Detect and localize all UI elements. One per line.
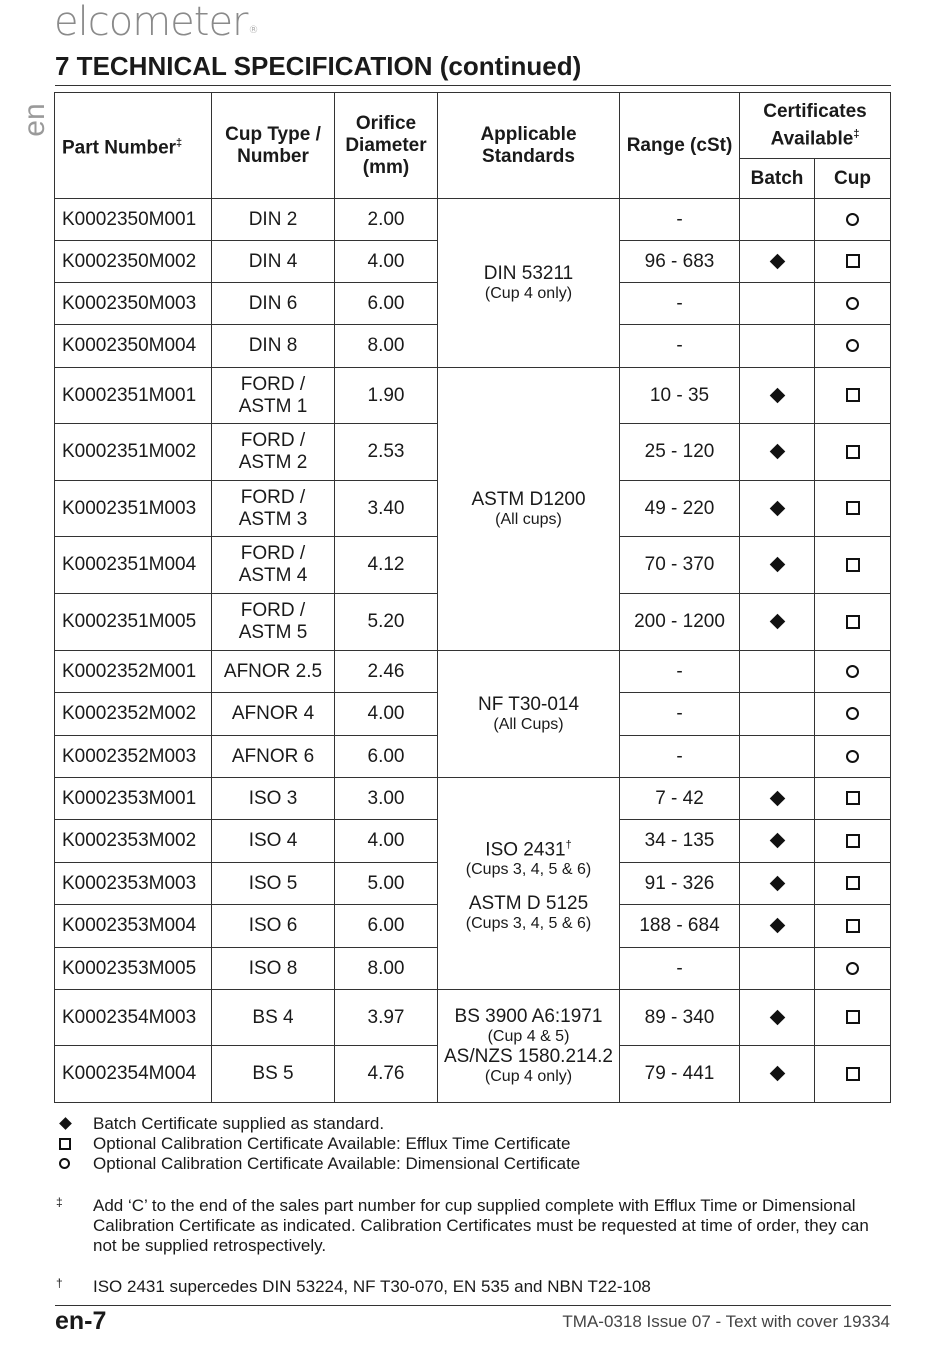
range-cell: - <box>620 693 740 736</box>
part-number-cell: K0002353M005 <box>55 948 212 990</box>
orifice-cell: 4.12 <box>335 537 438 594</box>
cup-type-line: FORD / <box>240 600 306 621</box>
diamond-icon <box>769 791 785 807</box>
page-title: 7 TECHNICAL SPECIFICATION (continued) <box>55 51 582 81</box>
part-number-cell: K0002350M004 <box>55 325 212 368</box>
batch-cert-cell <box>740 651 815 693</box>
header-cup-type: Cup Type / Number <box>212 93 335 199</box>
cup-type-line: ASTM 4 <box>238 565 308 586</box>
part-number-cell: K0002352M001 <box>55 651 212 693</box>
square-icon <box>846 388 860 402</box>
standard-note: (Cup 4 only) <box>484 285 573 302</box>
orifice-cell: 4.00 <box>335 241 438 283</box>
range-cell: 188 - 684 <box>620 905 740 948</box>
cup-type-line: ASTM 2 <box>238 452 308 473</box>
part-number-cell: K0002350M003 <box>55 283 212 325</box>
range-cell: - <box>620 325 740 368</box>
part-number-cell: K0002351M002 <box>55 424 212 481</box>
cup-type-line: DIN 2 <box>248 208 298 230</box>
part-number-cell: K0002351M004 <box>55 537 212 594</box>
cup-cert-cell <box>815 820 891 863</box>
standard-name <box>442 489 615 511</box>
range-cell: 89 - 340 <box>620 990 740 1046</box>
diamond-icon <box>769 833 785 849</box>
dagger-mark: † <box>565 838 572 851</box>
standard-name <box>442 893 615 915</box>
cup-cert-cell <box>815 325 891 368</box>
range-cell: - <box>620 651 740 693</box>
batch-cert-cell <box>740 241 815 283</box>
orifice-cell: 8.00 <box>335 948 438 990</box>
batch-cert-cell <box>740 693 815 736</box>
range-cell: 79 - 441 <box>620 1046 740 1103</box>
table-row <box>55 651 891 693</box>
range-cell: 91 - 326 <box>620 863 740 905</box>
standards-cell <box>438 990 620 1103</box>
square-icon <box>846 1067 860 1081</box>
range-cell: - <box>620 283 740 325</box>
orifice-cell: 6.00 <box>335 905 438 948</box>
elcometer-logo <box>54 0 258 55</box>
cup-type-cell <box>212 241 335 283</box>
batch-cert-cell <box>740 199 815 241</box>
header-orifice-diameter: Orifice Diameter (mm) <box>335 93 438 199</box>
standard-name <box>442 263 615 285</box>
standard-text: DIN 53211 <box>483 263 574 284</box>
square-icon <box>846 615 860 629</box>
cup-type-cell <box>212 905 335 948</box>
square-icon <box>846 876 860 890</box>
orifice-cell: 2.00 <box>335 199 438 241</box>
batch-cert-cell <box>740 424 815 481</box>
table-row <box>55 199 891 241</box>
standards-cell <box>438 368 620 651</box>
square-icon <box>846 254 860 268</box>
spec-table <box>54 92 891 1103</box>
diamond-icon <box>769 614 785 630</box>
part-number-cell: K0002354M003 <box>55 990 212 1046</box>
cup-type-cell <box>212 948 335 990</box>
cup-type-line: BS 4 <box>252 1006 294 1028</box>
square-icon <box>846 834 860 848</box>
diamond-icon <box>769 557 785 573</box>
orifice-cell: 8.00 <box>335 325 438 368</box>
cup-type-cell <box>212 990 335 1046</box>
cup-type-line: ISO 3 <box>248 787 298 809</box>
cup-type-line: FORD / <box>240 486 306 508</box>
cup-type-line: FORD / <box>240 430 306 451</box>
square-icon <box>846 791 860 805</box>
cup-cert-cell <box>815 368 891 424</box>
standard-text: ISO 2431 <box>485 839 566 861</box>
cup-type-cell <box>212 283 335 325</box>
part-number-cell: K0002352M002 <box>55 693 212 736</box>
standards-cell <box>438 778 620 990</box>
range-cell: 25 - 120 <box>620 424 740 481</box>
cup-cert-cell <box>815 905 891 948</box>
cup-type-cell <box>212 368 335 424</box>
diamond-icon <box>769 1066 785 1082</box>
square-icon <box>846 501 860 515</box>
cup-type-line: BS 5 <box>252 1063 294 1084</box>
header-range: Range (cSt) <box>620 93 740 199</box>
orifice-cell: 2.46 <box>335 651 438 693</box>
part-number-cell: K0002353M003 <box>55 863 212 905</box>
cup-type-cell <box>212 481 335 537</box>
cup-cert-cell <box>815 948 891 990</box>
part-number-cell: K0002350M001 <box>55 199 212 241</box>
diamond-icon <box>769 444 785 460</box>
header-applicable-standards: Applicable Standards <box>438 93 620 199</box>
circle-icon <box>59 1158 70 1169</box>
standard-text: AS/NZS 1580.214.2 <box>444 1046 613 1067</box>
part-number-cell: K0002351M001 <box>55 368 212 424</box>
circle-icon <box>846 707 859 720</box>
spacer <box>442 879 615 893</box>
orifice-cell: 5.00 <box>335 863 438 905</box>
circle-icon <box>846 665 859 678</box>
part-number-cell: K0002353M001 <box>55 778 212 820</box>
cup-cert-cell <box>815 594 891 651</box>
footer-divider <box>55 1305 891 1306</box>
cup-type-cell <box>212 325 335 368</box>
orifice-cell: 3.00 <box>335 778 438 820</box>
batch-cert-cell <box>740 736 815 778</box>
title-divider <box>55 85 891 86</box>
diamond-icon <box>769 254 785 270</box>
standard-name <box>442 694 615 716</box>
batch-cert-cell <box>740 368 815 424</box>
standard-text: NF T30-014 <box>477 694 580 715</box>
cup-type-line: ASTM 1 <box>238 395 308 417</box>
orifice-cell: 5.20 <box>335 594 438 651</box>
diamond-icon <box>59 1117 72 1130</box>
cup-type-cell <box>212 693 335 736</box>
part-number-cell: K0002351M005 <box>55 594 212 651</box>
square-icon <box>59 1138 71 1150</box>
cup-type-line: ISO 4 <box>248 830 298 851</box>
cup-cert-cell <box>815 537 891 594</box>
table-row <box>55 778 891 820</box>
header-cup: Cup <box>815 159 891 199</box>
circle-icon <box>846 213 859 226</box>
cup-type-line: FORD / <box>240 373 306 395</box>
range-cell: 96 - 683 <box>620 241 740 283</box>
orifice-cell: 4.00 <box>335 820 438 863</box>
diamond-icon <box>769 876 785 892</box>
range-cell: 10 - 35 <box>620 368 740 424</box>
part-number-cell: K0002352M003 <box>55 736 212 778</box>
batch-cert-cell <box>740 481 815 537</box>
standard-note: (All cups) <box>495 511 562 528</box>
circle-icon <box>846 750 859 763</box>
document-reference: TMA-0318 Issue 07 - Text with cover 19334 <box>562 1312 890 1331</box>
cup-type-cell <box>212 778 335 820</box>
orifice-cell: 6.00 <box>335 283 438 325</box>
cup-type-cell <box>212 651 335 693</box>
circle-icon <box>846 339 859 352</box>
part-number-cell: K0002350M002 <box>55 241 212 283</box>
logo-text: elcometer <box>54 0 248 45</box>
cup-type-line: DIN 8 <box>248 335 298 356</box>
orifice-cell: 4.00 <box>335 693 438 736</box>
cup-type-line: AFNOR 2.5 <box>223 660 323 682</box>
registered-mark: ® <box>248 25 258 36</box>
orifice-cell: 1.90 <box>335 368 438 424</box>
part-number-cell: K0002353M004 <box>55 905 212 948</box>
cup-type-line: ISO 8 <box>248 957 298 979</box>
spec-table-body <box>55 199 891 1103</box>
header-batch: Batch <box>740 159 815 199</box>
cup-cert-cell <box>815 693 891 736</box>
orifice-cell: 4.76 <box>335 1046 438 1103</box>
batch-cert-cell <box>740 948 815 990</box>
circle-icon <box>846 297 859 310</box>
cup-type-line: ASTM 3 <box>238 508 308 530</box>
batch-cert-cell <box>740 594 815 651</box>
cup-cert-cell <box>815 241 891 283</box>
cup-type-cell <box>212 736 335 778</box>
cup-type-cell <box>212 537 335 594</box>
cup-type-line: ASTM 5 <box>238 622 308 643</box>
standard-note: (Cups 3, 4, 5 & 6) <box>465 915 592 933</box>
cup-cert-cell <box>815 1046 891 1103</box>
standard-name <box>442 834 615 861</box>
range-cell: - <box>620 736 740 778</box>
orifice-cell: 3.40 <box>335 481 438 537</box>
cup-type-cell <box>212 820 335 863</box>
batch-cert-cell <box>740 283 815 325</box>
batch-cert-cell <box>740 537 815 594</box>
cup-cert-cell <box>815 990 891 1046</box>
cup-type-cell <box>212 199 335 241</box>
standard-note: (Cup 4 only) <box>484 1068 573 1085</box>
cup-cert-cell <box>815 199 891 241</box>
cup-cert-cell <box>815 424 891 481</box>
cup-cert-cell <box>815 651 891 693</box>
part-number-cell: K0002353M002 <box>55 820 212 863</box>
square-icon <box>846 919 860 933</box>
page-number: en-7 <box>55 1307 107 1335</box>
cup-type-line: ISO 6 <box>248 915 298 936</box>
cup-type-line: AFNOR 6 <box>231 745 315 767</box>
range-cell: 7 - 42 <box>620 778 740 820</box>
diamond-icon <box>769 918 785 934</box>
batch-cert-cell <box>740 905 815 948</box>
range-cell: 70 - 370 <box>620 537 740 594</box>
header-part-number: Part Number‡ <box>55 93 212 199</box>
cup-type-cell <box>212 863 335 905</box>
orifice-cell: 3.97 <box>335 990 438 1046</box>
batch-cert-cell <box>740 778 815 820</box>
cup-cert-cell <box>815 736 891 778</box>
batch-cert-cell <box>740 325 815 368</box>
orifice-cell: 6.00 <box>335 736 438 778</box>
language-tab: en <box>18 103 51 137</box>
standards-cell <box>438 199 620 368</box>
range-cell: - <box>620 199 740 241</box>
standards-cell <box>438 651 620 778</box>
cup-type-line: FORD / <box>240 543 306 564</box>
range-cell: 34 - 135 <box>620 820 740 863</box>
cup-type-line: DIN 6 <box>248 292 298 314</box>
orifice-cell: 2.53 <box>335 424 438 481</box>
range-cell: 200 - 1200 <box>620 594 740 651</box>
batch-cert-cell <box>740 990 815 1046</box>
standard-text: ASTM D1200 <box>471 489 586 510</box>
cup-cert-cell <box>815 481 891 537</box>
cup-type-line: AFNOR 4 <box>231 703 315 724</box>
standard-name <box>442 1046 615 1068</box>
circle-icon <box>846 962 859 975</box>
standard-text: ASTM D 5125 <box>468 893 589 915</box>
standard-text: BS 3900 A6:1971 <box>454 1006 603 1027</box>
cup-type-line: ISO 5 <box>248 872 298 894</box>
table-row <box>55 368 891 424</box>
square-icon <box>846 1010 860 1024</box>
standard-note: (Cup 4 & 5) <box>487 1028 570 1045</box>
cup-cert-cell <box>815 863 891 905</box>
cup-type-cell <box>212 424 335 481</box>
batch-cert-cell <box>740 863 815 905</box>
square-icon <box>846 445 860 459</box>
standard-note: (Cups 3, 4, 5 & 6) <box>465 861 592 879</box>
square-icon <box>846 558 860 572</box>
diamond-icon <box>769 501 785 517</box>
cup-type-line: DIN 4 <box>248 250 298 272</box>
batch-cert-cell <box>740 1046 815 1103</box>
cup-cert-cell <box>815 283 891 325</box>
standard-note: (All Cups) <box>493 716 564 733</box>
range-cell: - <box>620 948 740 990</box>
table-row <box>55 990 891 1046</box>
header-certificates: Certificates Available‡ <box>740 93 891 159</box>
cup-cert-cell <box>815 778 891 820</box>
cup-type-cell <box>212 1046 335 1103</box>
batch-cert-cell <box>740 820 815 863</box>
diamond-icon <box>769 388 785 404</box>
standard-name <box>442 1006 615 1028</box>
part-number-cell: K0002351M003 <box>55 481 212 537</box>
range-cell: 49 - 220 <box>620 481 740 537</box>
diamond-icon <box>769 1010 785 1026</box>
part-number-cell: K0002354M004 <box>55 1046 212 1103</box>
cup-type-cell <box>212 594 335 651</box>
